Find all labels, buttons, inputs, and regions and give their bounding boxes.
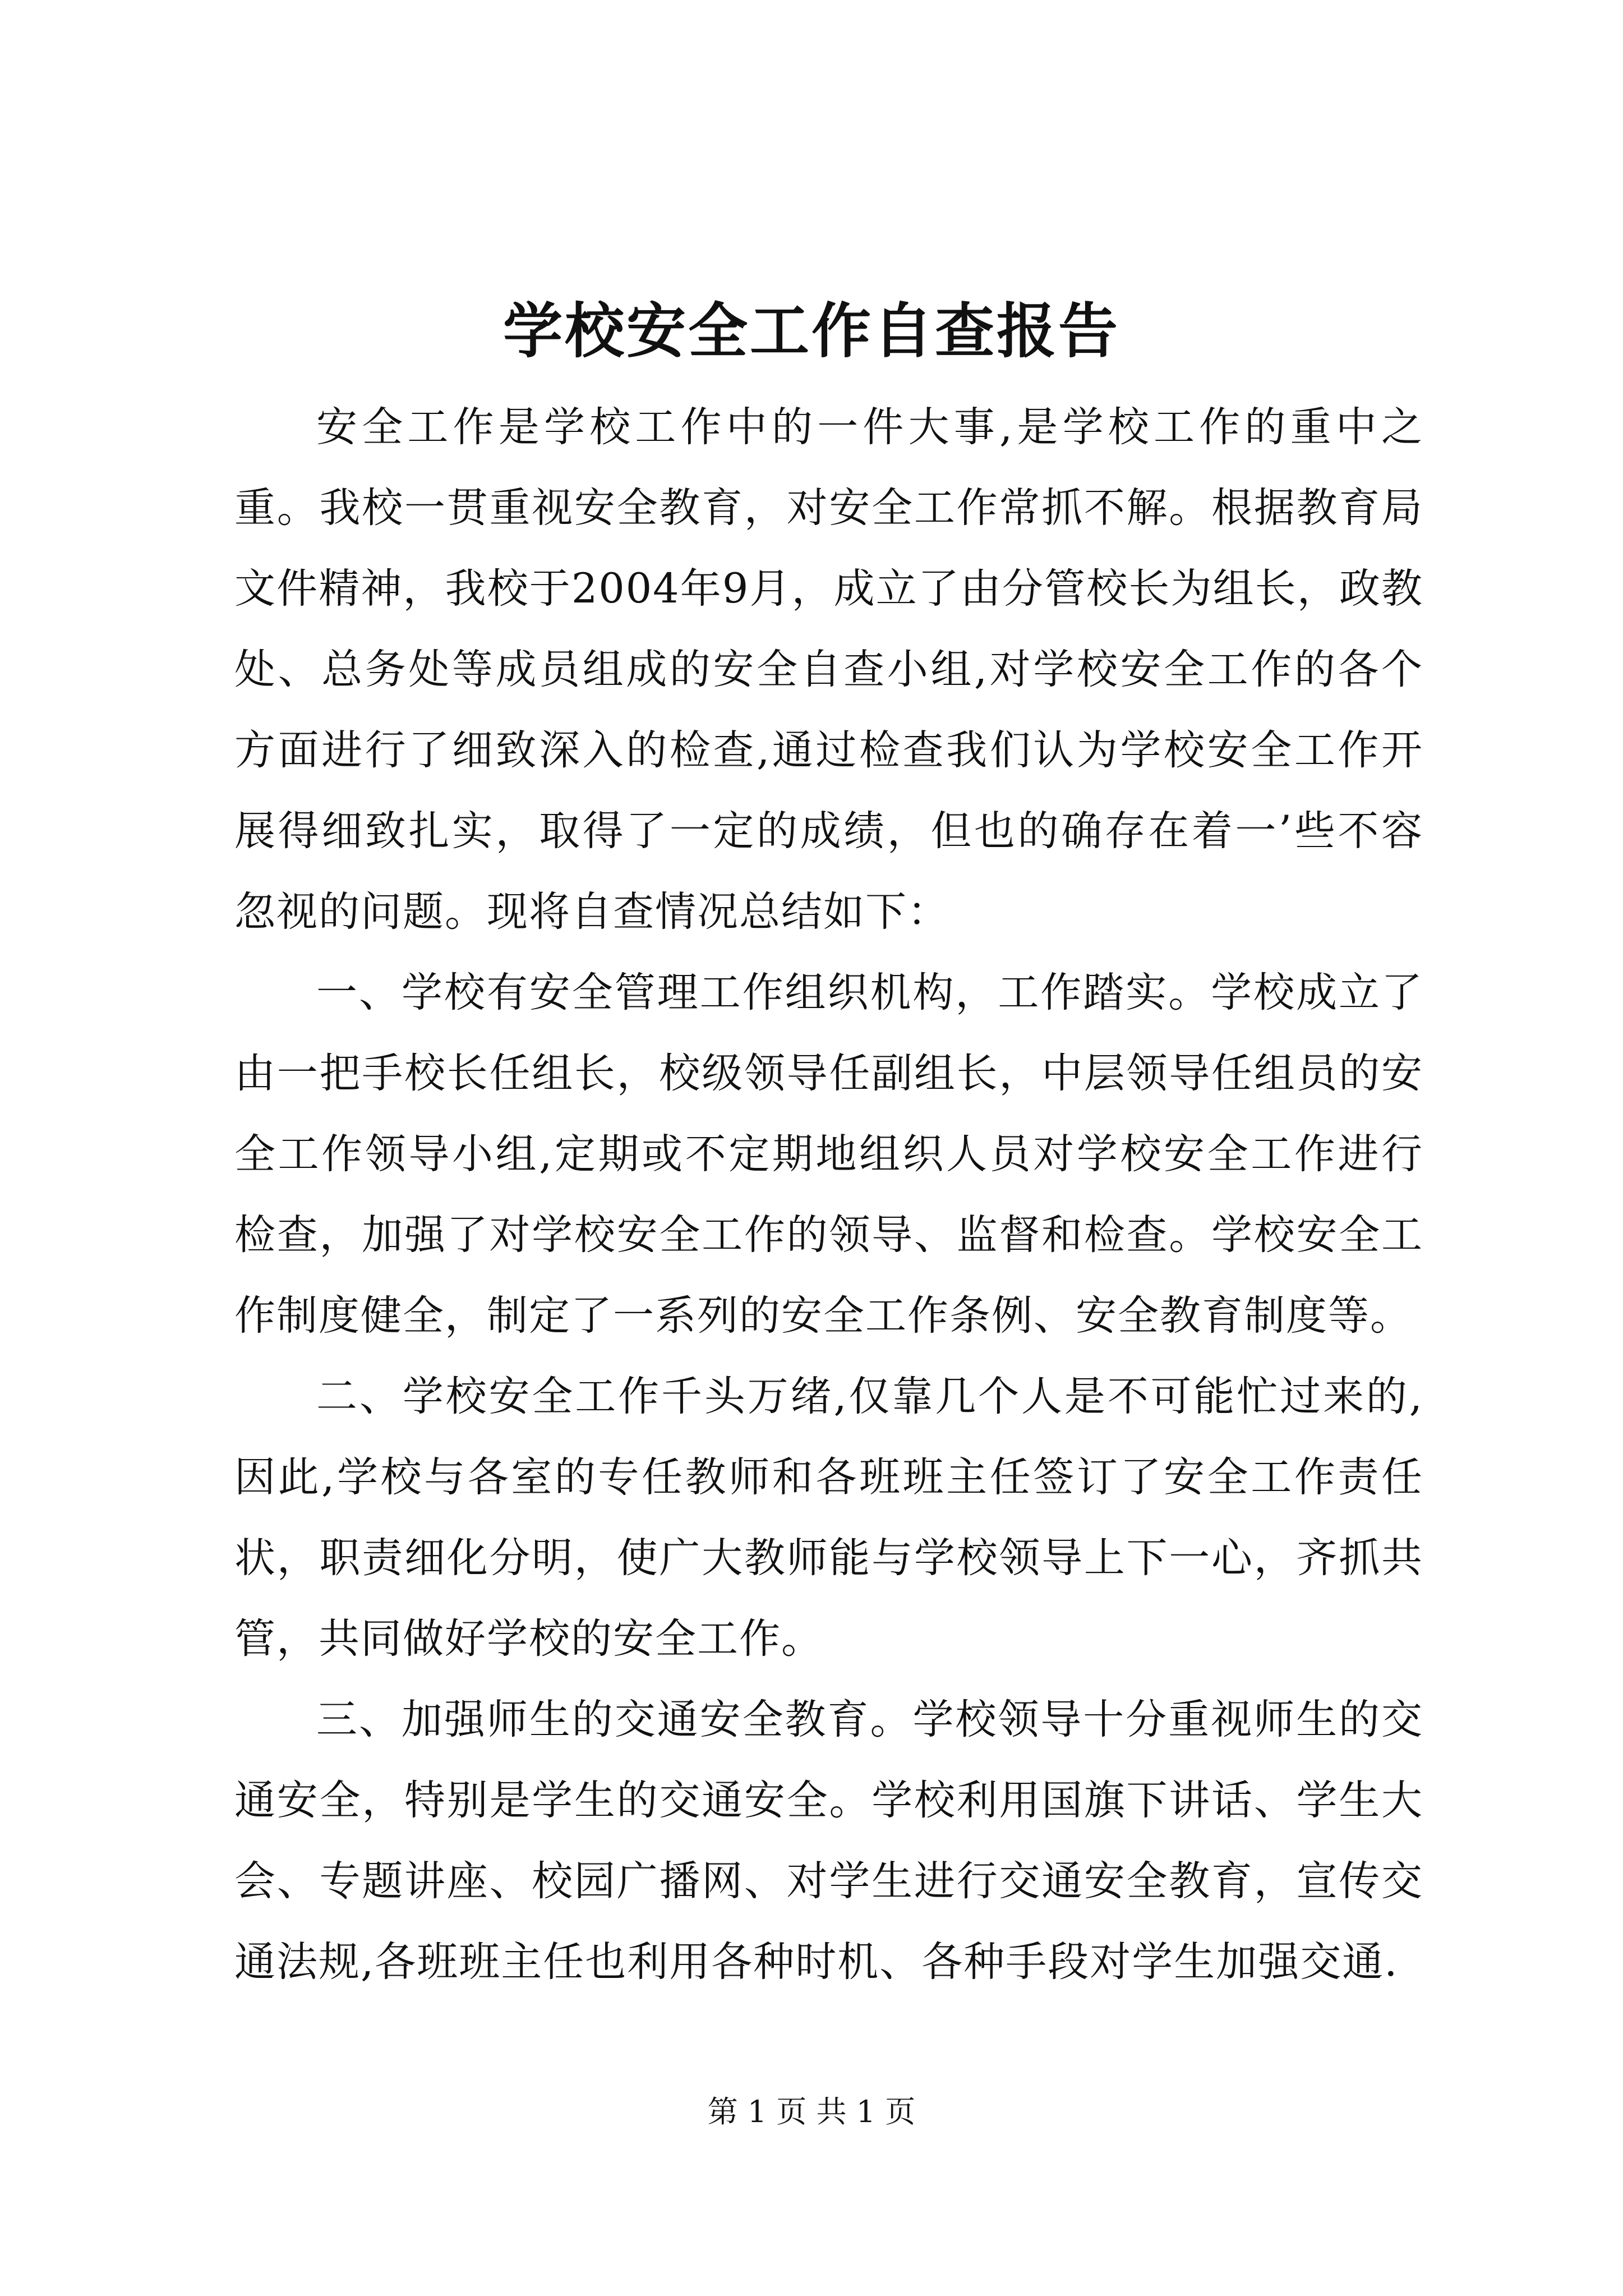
document-body (234, 387, 1423, 2003)
document-title: 学校安全工作自查报告 (503, 296, 1120, 366)
page-number-footer: 第 1 页 共 1 页 (707, 2094, 916, 2129)
paragraph-intro: 安全工作是学校工作中的一件大事,是学校工作的重中之重。我校一贯重视安全教育，对安全工作常抓不解。根据教育局文件精神，我校于2004年9月，成立了由分管校长为组长，政教处、总务处等成员组成的安全自查小组,对学校安全工作的各个方面进行了细致深入的检查,通过检查我们认为学校安全工作开展得细致扎实，取得了一定的成绩，但也的确存在着一’些不容忽视的问题。现将自查情况总结如下： (234, 403, 1423, 936)
paragraph-section-2: 二、学校安全工作千头万绪,仅靠几个人是不可能忙过来的,因此,学校与各室的专任教师和各班班主任签订了安全工作责任状，职责细化分明，使广大教师能与学校领导上下一心，齐抓共管，共同做好学校的安全工作。 (234, 1373, 1423, 1663)
paragraph-section-3: 三、加强师生的交通安全教育。学校领导十分重视师生的交通安全，特别是学生的交通安全。学校利用国旗下讲话、学生大会、专题讲座、校园广播网、对学生进行交通安全教育，宣传交通法规,各班班主任也利用各种时机、各种手段对学生加强交通. (234, 1696, 1423, 1986)
paragraph-section-1: 一、学校有安全管理工作组织机构，工作踏实。学校成立了由一把手校长任组长，校级领导任副组长，中层领导任组员的安全工作领导小组,定期或不定期地组织人员对学校安全工作进行检查，加强了对学校安全工作的领导、监督和检查。学校安全工作制度健全，制定了一系列的安全工作条例、安全教育制度等。 (234, 969, 1423, 1340)
